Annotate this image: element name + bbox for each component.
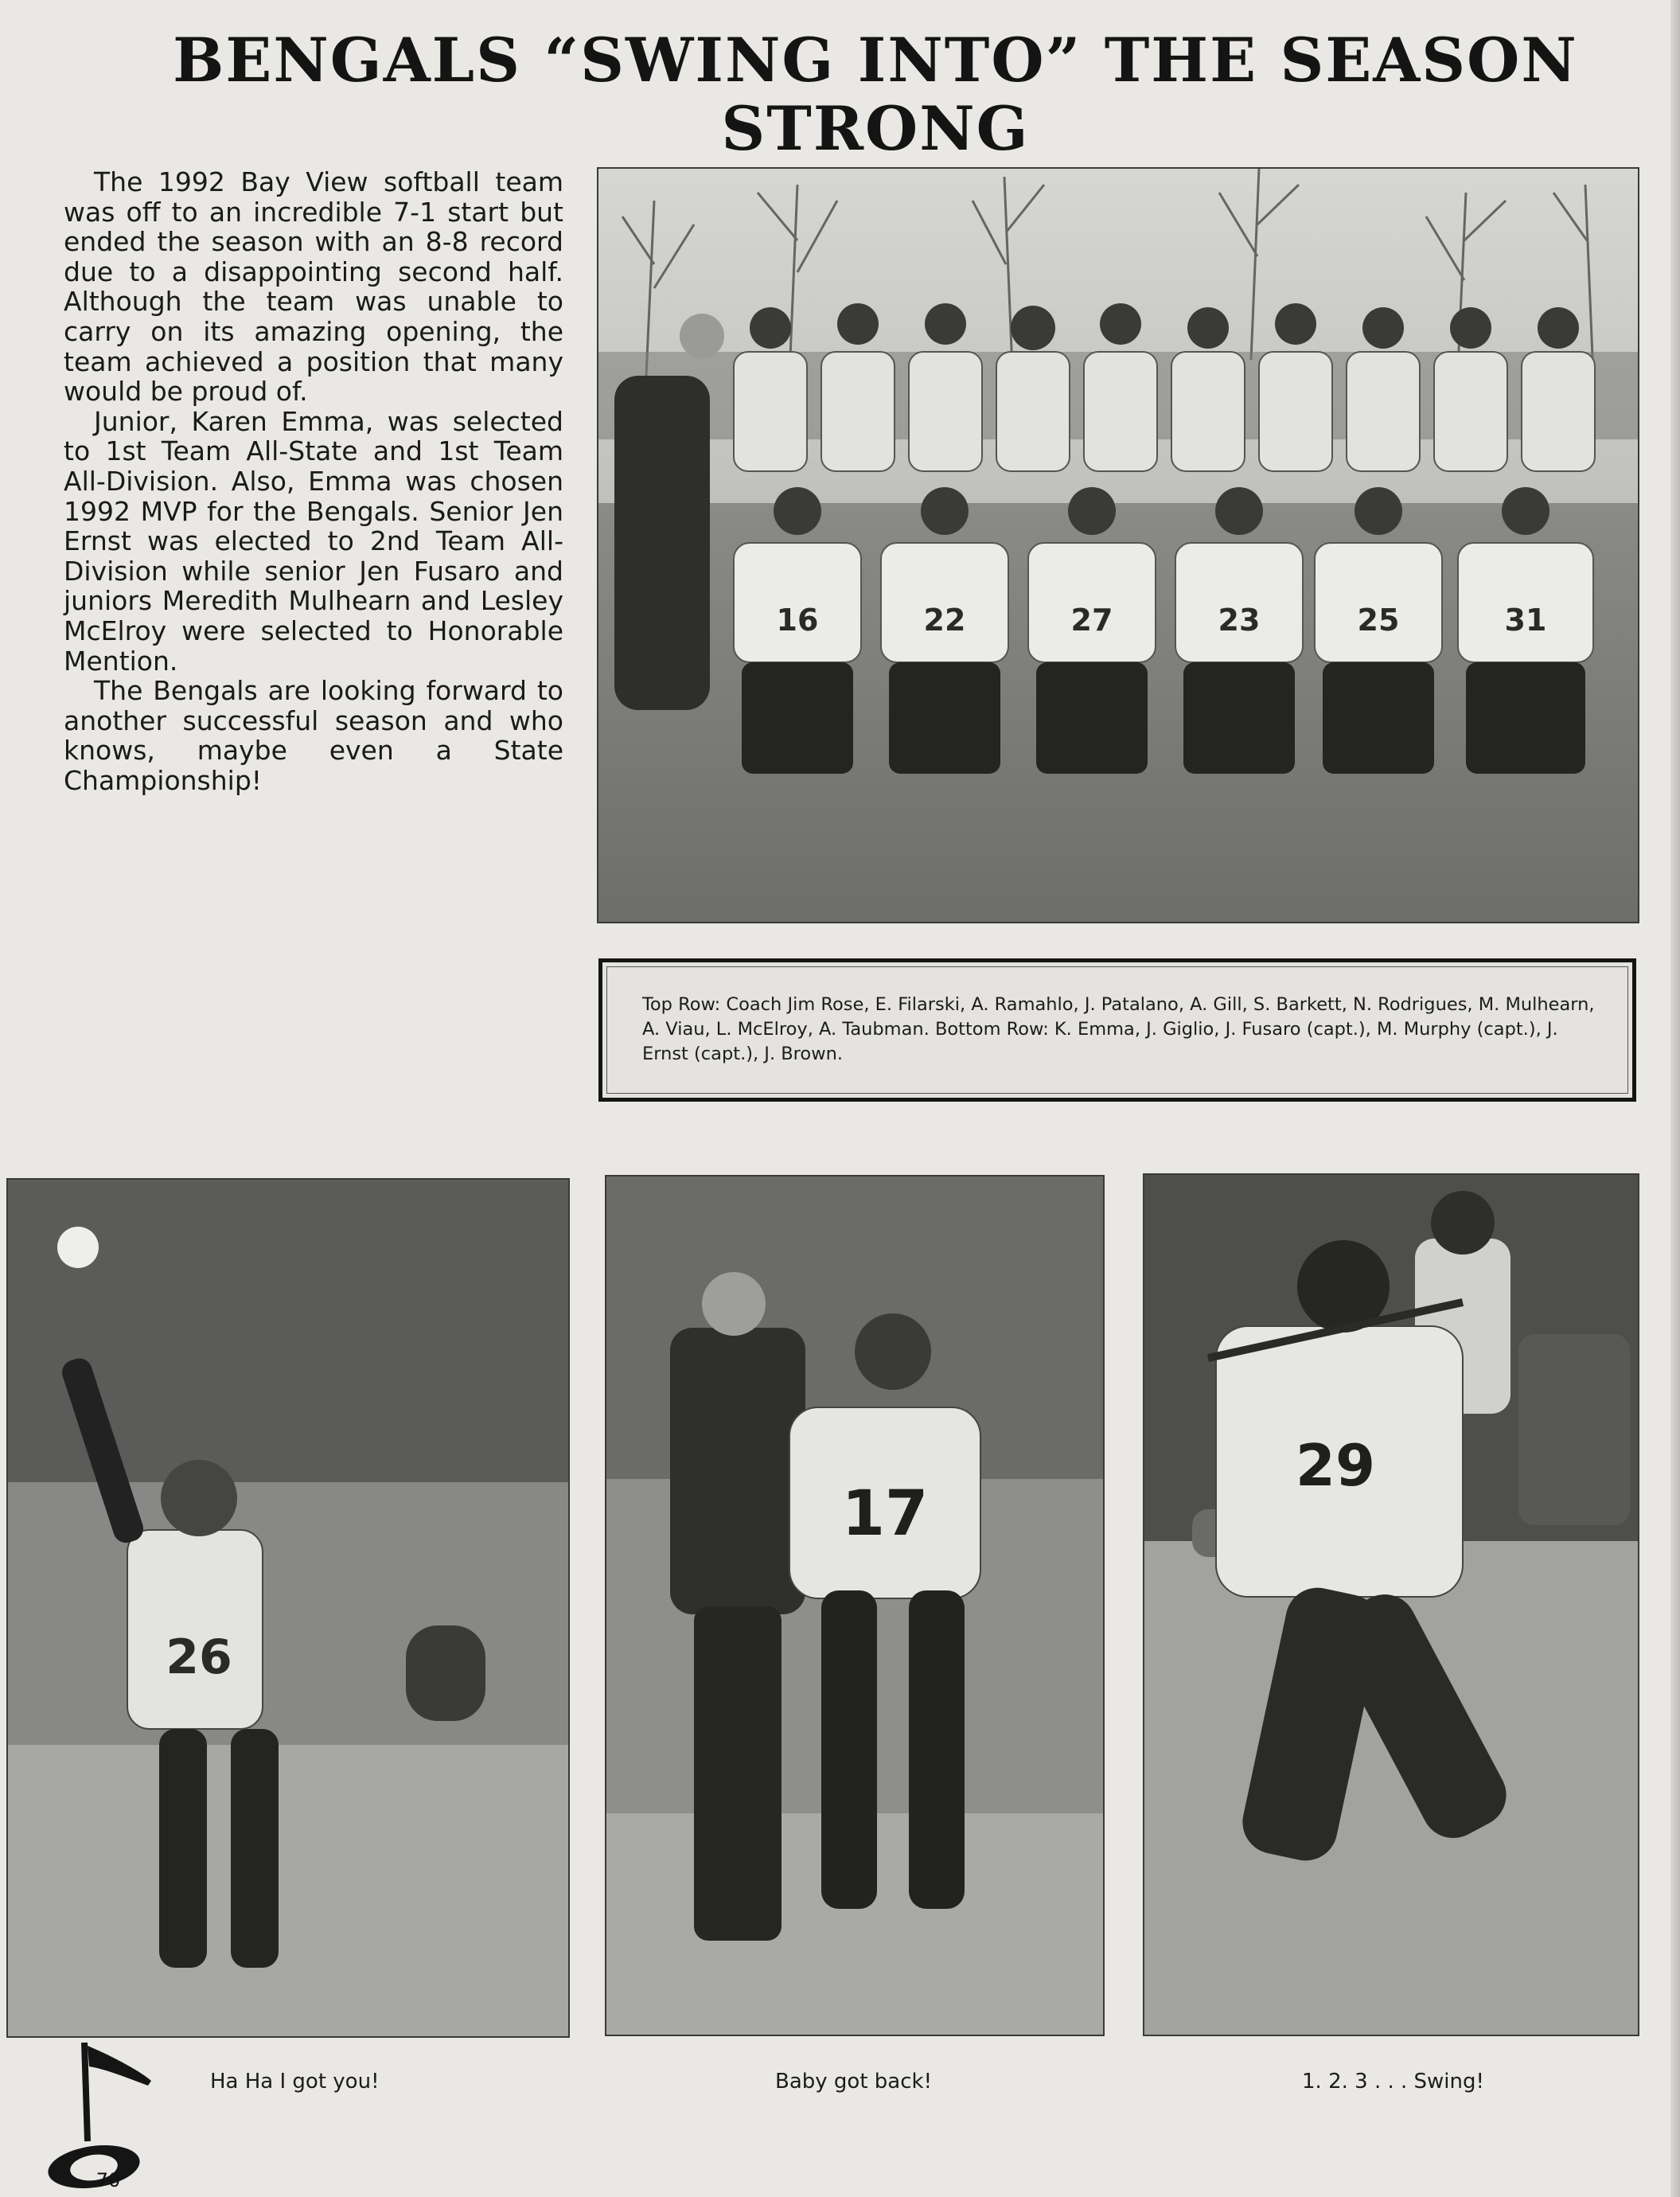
- page-edge: [1670, 0, 1680, 2197]
- article-paragraph: The Bengals are looking forward to another successful season and who knows, maybe even a State Championship!: [64, 675, 563, 796]
- action-photo-batter: [1143, 1173, 1639, 2036]
- headline-line-2: STRONG: [721, 93, 1030, 164]
- action-photo-pitcher: [6, 1178, 570, 2038]
- jersey-number: 27: [1070, 603, 1113, 638]
- jersey-number: 31: [1504, 603, 1547, 638]
- jersey-number: 25: [1357, 603, 1400, 638]
- headline-line-1: BENGALS “SWING INTO” THE SEASON: [173, 25, 1578, 96]
- team-photo: [597, 167, 1639, 923]
- article-paragraph: The 1992 Bay View softball team was off to an incredible 7-1 start but ended the season with an 8-8 record due to a disappointing second half. Although the team was unable to carry on its amazing opening, the team achieved a position that many would be proud of.: [64, 166, 563, 408]
- jersey-number: 22: [923, 603, 966, 638]
- jersey-number: 16: [776, 603, 819, 638]
- page-number: 70: [95, 2169, 121, 2191]
- team-caption-box: [598, 958, 1636, 1102]
- photo-caption-batter: 1. 2. 3 . . . Swing!: [1302, 2070, 1484, 2094]
- jersey-number: 17: [841, 1478, 929, 1550]
- jersey-number: 26: [166, 1629, 232, 1685]
- music-note-icon: [43, 2038, 154, 2189]
- action-photo-umpire: [605, 1175, 1105, 2036]
- team-caption: Top Row: Coach Jim Rose, E. Filarski, A. Ramahlo, J. Patalano, A. Gill, S. Barkett, N. Rodrigues, M. Mulhearn, A. Viau, L. McElroy, A. Taubman. Bottom Row: K. Emma, J. Giglio, J. Fusaro (capt.), M. Murphy (capt.), J. Ernst (capt.), J. Brown.: [642, 994, 1595, 1064]
- article-paragraph: Junior, Karen Emma, was selected to 1st Team All-State and 1st Team All-Division. Also, Emma was chosen 1992 MVP for the Bengals. Senior Jen Ernst was elected to 2nd Team All-Division while senior Jen Fusaro and juniors Meredith Mulhearn and Lesley McElroy were selected to Honorable Mention.: [64, 405, 563, 677]
- jersey-number: 29: [1295, 1432, 1376, 1499]
- article-body: [64, 167, 563, 795]
- photo-caption-umpire: Baby got back!: [775, 2070, 933, 2094]
- jersey-number: 23: [1218, 603, 1261, 638]
- photo-caption-pitcher: Ha Ha I got you!: [210, 2070, 380, 2094]
